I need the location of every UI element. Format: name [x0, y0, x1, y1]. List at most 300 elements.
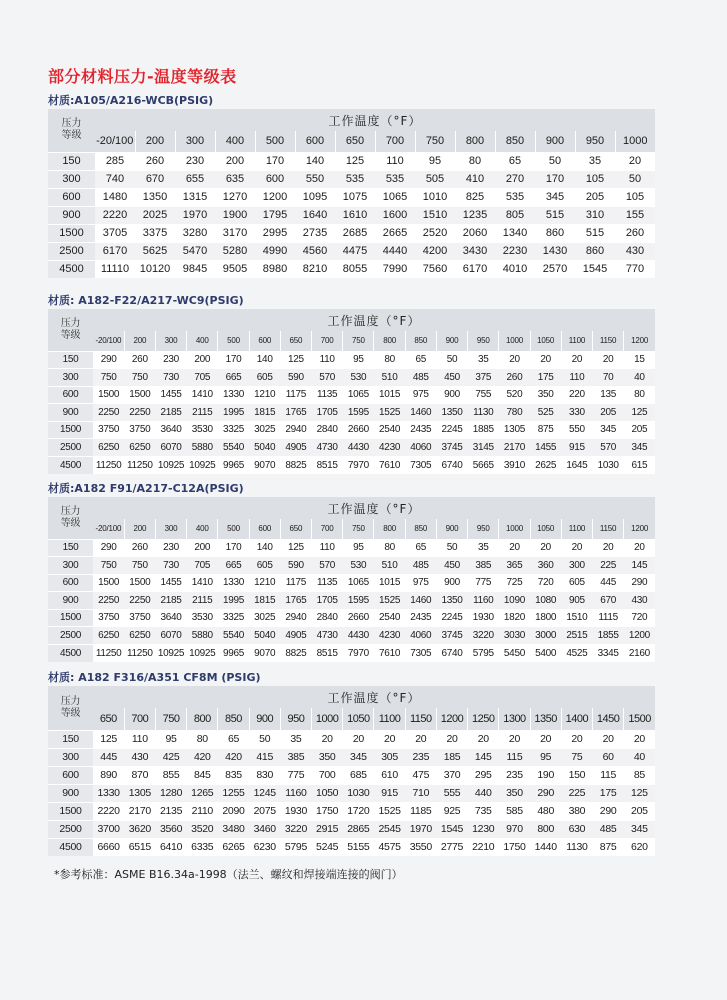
rating-cell: 1230 [468, 820, 499, 838]
rating-cell: 3460 [249, 820, 280, 838]
rating-cell: 85 [624, 766, 655, 784]
rating-cell: 20 [624, 730, 655, 748]
rating-cell: 585 [499, 802, 530, 820]
temp-header-cell: 950 [280, 708, 311, 730]
pressure-temp-table [48, 497, 655, 662]
rating-cell: 4905 [280, 439, 311, 457]
rating-cell: 6410 [155, 838, 186, 856]
rating-cell: 4730 [312, 439, 343, 457]
material-label: 材质:A182 F91/A217-C12A(PSIG) [48, 482, 244, 495]
rating-cell: 295 [468, 766, 499, 784]
rating-cell: 3745 [436, 439, 467, 457]
table-body [48, 730, 655, 856]
temp-header-cell: 650 [280, 331, 311, 351]
rating-cell: 1795 [255, 206, 295, 224]
rating-cell: 550 [295, 170, 335, 188]
rating-cell: 115 [593, 766, 624, 784]
rating-cell: 1500 [93, 574, 124, 592]
rating-cell: 480 [530, 802, 561, 820]
rating-cell: 9965 [218, 644, 249, 662]
rating-cell: 740 [95, 170, 135, 188]
rating-cell: 1095 [295, 188, 335, 206]
rating-cell: 1525 [374, 592, 405, 610]
rating-cell: 2210 [468, 838, 499, 856]
rating-cell: 1175 [280, 574, 311, 592]
rating-cell: 80 [374, 351, 405, 369]
table-section-3 [48, 481, 655, 662]
rating-cell: 535 [335, 170, 375, 188]
rating-cell: 1115 [593, 609, 624, 627]
rating-cell: 185 [436, 748, 467, 766]
rating-cell: 1330 [218, 386, 249, 404]
rating-cell: 135 [593, 386, 624, 404]
temp-header-cell: 750 [343, 331, 374, 351]
rating-cell: 915 [561, 439, 592, 457]
rating-cell: 200 [187, 539, 218, 557]
rating-cell: 235 [499, 766, 530, 784]
pressure-class-cell: 1500 [48, 224, 95, 242]
material-label: 材质: A182-F22/A217-WC9(PSIG) [48, 294, 244, 307]
temp-header-cell: 300 [175, 131, 215, 152]
rating-cell: 5540 [218, 627, 249, 645]
rating-cell: 6070 [155, 439, 186, 457]
pressure-class-cell: 900 [48, 206, 95, 224]
rating-cell: 830 [249, 766, 280, 784]
rating-cell: 3220 [468, 627, 499, 645]
table-row [48, 386, 655, 404]
table-row [48, 784, 655, 802]
rating-cell: 110 [375, 152, 415, 170]
rating-cell: 11250 [124, 644, 155, 662]
rating-cell: 1705 [312, 404, 343, 422]
rating-cell: 260 [499, 369, 530, 387]
rating-cell: 3750 [93, 609, 124, 627]
rating-cell: 15 [624, 351, 655, 369]
temp-header-cell: 1450 [593, 708, 624, 730]
table-section-1 [48, 93, 655, 278]
rating-cell: 65 [405, 539, 436, 557]
rating-cell: 685 [343, 766, 374, 784]
rating-cell: 20 [405, 730, 436, 748]
material-label: 材质:A105/A216-WCB(PSIG) [48, 94, 214, 107]
rating-cell: 1460 [405, 592, 436, 610]
rating-cell: 1500 [124, 386, 155, 404]
rating-cell: 345 [593, 421, 624, 439]
rating-cell: 205 [575, 188, 615, 206]
rating-cell: 670 [593, 592, 624, 610]
rating-cell: 3910 [499, 456, 530, 474]
rating-cell: 4430 [343, 627, 374, 645]
rating-cell: 5400 [530, 644, 561, 662]
table-row [48, 369, 655, 387]
rating-cell: 200 [187, 351, 218, 369]
rating-cell: 2540 [374, 609, 405, 627]
rating-cell: 705 [187, 369, 218, 387]
pressure-class-cell: 2500 [48, 627, 93, 645]
rating-cell: 1430 [535, 242, 575, 260]
rating-cell: 170 [218, 351, 249, 369]
rating-cell: 2115 [187, 592, 218, 610]
rating-cell: 1765 [280, 404, 311, 422]
rating-cell: 3325 [218, 421, 249, 439]
rating-cell: 6230 [249, 838, 280, 856]
rating-cell: 3220 [280, 820, 311, 838]
temp-header-cell: 1050 [530, 519, 561, 539]
rating-cell: 720 [530, 574, 561, 592]
rating-cell: 345 [624, 820, 655, 838]
rating-cell: 3750 [93, 421, 124, 439]
temp-header-cell: 950 [468, 331, 499, 351]
rating-cell: 615 [624, 456, 655, 474]
rating-cell: 345 [535, 188, 575, 206]
rating-cell: 105 [615, 188, 655, 206]
rating-cell: 65 [218, 730, 249, 748]
rating-cell: 2915 [312, 820, 343, 838]
rating-cell: 2660 [343, 421, 374, 439]
rating-cell: 520 [499, 386, 530, 404]
rating-cell: 175 [593, 784, 624, 802]
temp-header-cell: 800 [187, 708, 218, 730]
rating-cell: 5540 [218, 439, 249, 457]
rating-cell: 1080 [530, 592, 561, 610]
rating-cell: 4905 [280, 627, 311, 645]
rating-cell: 8055 [335, 260, 375, 278]
table-row [48, 351, 655, 369]
temp-header-cell: 200 [135, 131, 175, 152]
rating-cell: 1175 [280, 386, 311, 404]
rating-cell: 570 [593, 439, 624, 457]
rating-cell: 1995 [218, 404, 249, 422]
rating-cell: 3325 [218, 609, 249, 627]
rating-cell: 5155 [343, 838, 374, 856]
rating-cell: 3640 [155, 421, 186, 439]
rating-cell: 415 [249, 748, 280, 766]
temp-header-cell: 700 [312, 519, 343, 539]
rating-cell: 175 [530, 369, 561, 387]
rating-cell: 1265 [187, 784, 218, 802]
temp-header-cell: 1250 [468, 708, 499, 730]
rating-cell: 1930 [468, 609, 499, 627]
table-row [48, 152, 655, 170]
rating-cell: 410 [455, 170, 495, 188]
rating-cell: 7990 [375, 260, 415, 278]
rating-cell: 6265 [218, 838, 249, 856]
rating-cell: 1930 [280, 802, 311, 820]
rating-cell: 110 [312, 539, 343, 557]
rating-cell: 3750 [124, 609, 155, 627]
rating-cell: 9965 [218, 456, 249, 474]
rating-cell: 4060 [405, 439, 436, 457]
rating-cell: 205 [593, 404, 624, 422]
rating-cell: 530 [343, 369, 374, 387]
rating-cell: 510 [374, 557, 405, 575]
temp-header-cell: 950 [468, 519, 499, 539]
rating-cell: 290 [624, 574, 655, 592]
rating-cell: 8825 [280, 456, 311, 474]
temp-header-row [48, 331, 655, 351]
rating-cell: 2115 [187, 404, 218, 422]
rating-cell: 20 [593, 539, 624, 557]
rating-cell: 4230 [374, 439, 405, 457]
rating-cell: 1200 [624, 627, 655, 645]
rating-cell: 1340 [495, 224, 535, 242]
temp-header-cell: 400 [187, 331, 218, 351]
table-row [48, 404, 655, 422]
rating-cell: 770 [615, 260, 655, 278]
temp-header-cell: 650 [280, 519, 311, 539]
rating-cell: 3530 [187, 609, 218, 627]
temp-header-row [48, 519, 655, 539]
rating-cell: 1330 [218, 574, 249, 592]
table-row [48, 730, 655, 748]
rating-cell: 1455 [155, 386, 186, 404]
rating-cell: 4730 [312, 627, 343, 645]
rating-cell: 450 [436, 369, 467, 387]
rating-cell: 9070 [249, 644, 280, 662]
rating-cell: 755 [468, 386, 499, 404]
rating-cell: 605 [249, 557, 280, 575]
pressure-class-cell: 4500 [48, 260, 95, 278]
rating-cell: 2245 [436, 609, 467, 627]
rating-cell: 1015 [374, 386, 405, 404]
rating-cell: 1705 [312, 592, 343, 610]
rating-cell: 3620 [124, 820, 155, 838]
rating-cell: 1065 [343, 386, 374, 404]
rating-cell: 20 [436, 730, 467, 748]
rating-cell: 700 [312, 766, 343, 784]
rating-cell: 2940 [280, 421, 311, 439]
temp-header-cell: 400 [215, 131, 255, 152]
rating-cell: 5280 [215, 242, 255, 260]
rating-cell: 125 [280, 539, 311, 557]
rating-cell: 1410 [187, 574, 218, 592]
rating-cell: 230 [155, 351, 186, 369]
rating-cell: 9070 [249, 456, 280, 474]
rating-cell: 125 [280, 351, 311, 369]
rating-cell: 1245 [249, 784, 280, 802]
rating-cell: 1305 [499, 421, 530, 439]
rating-cell: 860 [535, 224, 575, 242]
temp-header-cell: -20/100 [93, 331, 124, 351]
rating-cell: 1030 [343, 784, 374, 802]
rating-cell: 6170 [95, 242, 135, 260]
rating-cell: 70 [593, 369, 624, 387]
rating-cell: 8515 [312, 456, 343, 474]
rating-cell: 1270 [215, 188, 255, 206]
rating-cell: 20 [499, 351, 530, 369]
temp-header-cell: 650 [335, 131, 375, 152]
temp-header-cell: 900 [436, 519, 467, 539]
rating-cell: 260 [124, 539, 155, 557]
rating-cell: 3745 [436, 627, 467, 645]
rating-cell: 1800 [530, 609, 561, 627]
rating-cell: 4560 [295, 242, 335, 260]
rating-cell: 5450 [499, 644, 530, 662]
temp-header-cell: 1150 [405, 708, 436, 730]
rating-cell: 20 [561, 351, 592, 369]
temp-header-cell: 850 [495, 131, 535, 152]
rating-cell: 200 [215, 152, 255, 170]
rating-cell: 11250 [93, 644, 124, 662]
rating-cell: 1600 [375, 206, 415, 224]
rating-cell: 2220 [95, 206, 135, 224]
rating-cell: 3280 [175, 224, 215, 242]
rating-cell: 3480 [218, 820, 249, 838]
rating-cell: 665 [218, 557, 249, 575]
temp-header-cell: 1000 [499, 331, 530, 351]
temp-header-cell: 1200 [436, 708, 467, 730]
rating-cell: 1750 [499, 838, 530, 856]
pressure-class-cell: 150 [48, 351, 93, 369]
rating-cell: 105 [575, 170, 615, 188]
rating-cell: 1160 [468, 592, 499, 610]
pressure-temp-table [48, 309, 655, 474]
table-row [48, 421, 655, 439]
rating-cell: 140 [249, 539, 280, 557]
rating-cell: 7305 [405, 456, 436, 474]
temp-header-cell: 1150 [593, 331, 624, 351]
rating-cell: 60 [593, 748, 624, 766]
rating-cell: 170 [218, 539, 249, 557]
rating-cell: 230 [175, 152, 215, 170]
pressure-class-cell: 600 [48, 188, 95, 206]
rating-cell: 365 [499, 557, 530, 575]
rating-cell: 285 [95, 152, 135, 170]
pressure-class-header: 压力 等级 [48, 109, 95, 152]
rating-cell: 805 [495, 206, 535, 224]
rating-cell: 430 [615, 242, 655, 260]
temp-header-row [48, 131, 655, 152]
rating-cell: 20 [499, 539, 530, 557]
rating-cell: 2570 [535, 260, 575, 278]
rating-cell: 1135 [312, 574, 343, 592]
rating-cell: 4230 [374, 627, 405, 645]
rating-cell: 40 [624, 748, 655, 766]
rating-cell: 80 [374, 539, 405, 557]
table-row [48, 539, 655, 557]
temp-header-cell: 600 [249, 331, 280, 351]
rating-cell: 1030 [593, 456, 624, 474]
rating-cell: 515 [535, 206, 575, 224]
table-row [48, 592, 655, 610]
temp-header-cell: 850 [405, 519, 436, 539]
rating-cell: 205 [624, 802, 655, 820]
rating-cell: 2660 [343, 609, 374, 627]
temp-header-cell: 1500 [624, 708, 655, 730]
rating-cell: 145 [468, 748, 499, 766]
rating-cell: 20 [530, 730, 561, 748]
rating-cell: 290 [593, 802, 624, 820]
rating-cell: 3430 [455, 242, 495, 260]
rating-cell: 5795 [468, 644, 499, 662]
rating-cell: 230 [155, 539, 186, 557]
rating-cell: 20 [593, 351, 624, 369]
pressure-class-cell: 150 [48, 730, 93, 748]
rating-cell: 505 [415, 170, 455, 188]
rating-cell: 705 [187, 557, 218, 575]
rating-cell: 610 [374, 766, 405, 784]
rating-cell: 290 [530, 784, 561, 802]
rating-cell: 1510 [415, 206, 455, 224]
page-title: 部分材料压力-温度等级表 [48, 67, 237, 86]
temp-header-cell: 1200 [624, 519, 655, 539]
rating-cell: 725 [499, 574, 530, 592]
rating-cell: 730 [155, 369, 186, 387]
rating-cell: 6335 [187, 838, 218, 856]
rating-cell: 50 [436, 351, 467, 369]
rating-cell: 20 [468, 730, 499, 748]
table-section-2 [48, 293, 655, 474]
temp-header-cell: 900 [436, 331, 467, 351]
rating-cell: 345 [343, 748, 374, 766]
working-temp-header: 工作温度（°F） [93, 497, 655, 519]
rating-cell: 1970 [175, 206, 215, 224]
rating-cell: 125 [335, 152, 375, 170]
rating-cell: 730 [155, 557, 186, 575]
rating-cell: 735 [468, 802, 499, 820]
rating-cell: 115 [499, 748, 530, 766]
rating-cell: 665 [218, 369, 249, 387]
rating-cell: 6515 [124, 838, 155, 856]
footnote: *参考标准：ASME B16.34a-1998（法兰、螺纹和焊接端连接的阀门） [54, 868, 403, 881]
rating-cell: 10925 [155, 644, 186, 662]
rating-cell: 1815 [249, 404, 280, 422]
rating-cell: 1500 [124, 574, 155, 592]
temp-header-cell: 750 [415, 131, 455, 152]
rating-cell: 1200 [255, 188, 295, 206]
rating-cell: 360 [530, 557, 561, 575]
rating-cell: 6660 [93, 838, 124, 856]
pressure-class-cell: 600 [48, 766, 93, 784]
rating-cell: 535 [375, 170, 415, 188]
rating-cell: 95 [530, 748, 561, 766]
rating-cell: 9505 [215, 260, 255, 278]
rating-cell: 35 [575, 152, 615, 170]
rating-cell: 5470 [175, 242, 215, 260]
temp-header-cell: 750 [343, 519, 374, 539]
rating-cell: 430 [624, 592, 655, 610]
temp-header-cell: 400 [187, 519, 218, 539]
table-row [48, 557, 655, 575]
rating-cell: 590 [280, 557, 311, 575]
rating-cell: 1720 [343, 802, 374, 820]
table-row [48, 170, 655, 188]
temp-header-cell: 1300 [499, 708, 530, 730]
rating-cell: 1640 [295, 206, 335, 224]
working-temp-header: 工作温度（°F） [95, 109, 655, 131]
rating-cell: 35 [468, 351, 499, 369]
rating-cell: 1210 [249, 574, 280, 592]
rating-cell: 4200 [415, 242, 455, 260]
rating-cell: 750 [93, 557, 124, 575]
temp-header-cell: 900 [535, 131, 575, 152]
rating-cell: 20 [343, 730, 374, 748]
rating-cell: 5040 [249, 439, 280, 457]
rating-cell: 95 [343, 351, 374, 369]
pressure-class-cell: 150 [48, 152, 95, 170]
temp-header-cell: -20/100 [95, 131, 135, 152]
rating-cell: 330 [561, 404, 592, 422]
rating-cell: 7305 [405, 644, 436, 662]
rating-cell: 1455 [155, 574, 186, 592]
rating-cell: 1455 [530, 439, 561, 457]
rating-cell: 2160 [624, 644, 655, 662]
rating-cell: 2995 [255, 224, 295, 242]
temp-header-cell: 850 [218, 708, 249, 730]
rating-cell: 370 [436, 766, 467, 784]
temp-header-cell: 1200 [624, 331, 655, 351]
rating-cell: 205 [624, 421, 655, 439]
